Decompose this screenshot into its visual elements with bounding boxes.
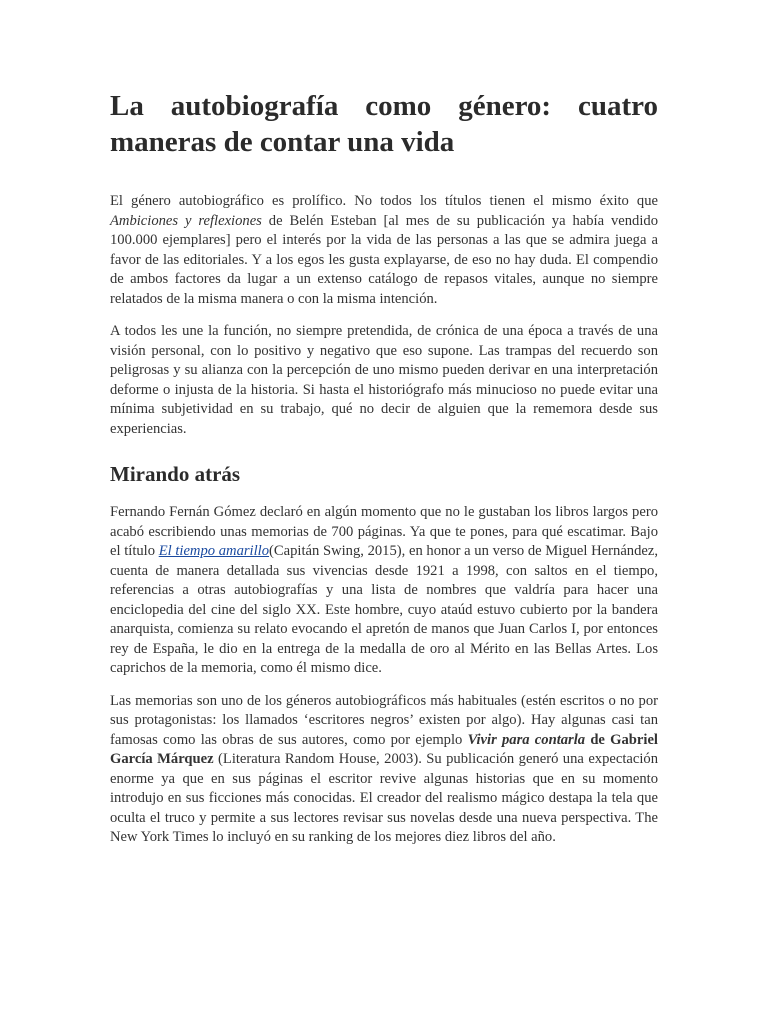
article-title: La autobiografía como género: cuatro maneras de contar una vida — [110, 90, 658, 158]
book-title-ambiciones: Ambiciones y reflexiones — [110, 212, 262, 229]
paragraph-4-connector: de — [585, 731, 611, 748]
section-heading: Mirando atrás — [110, 462, 241, 486]
article — [110, 88, 658, 861]
paragraph-1-text-b: de Belén Esteban [al mes de su publicación ya había vendido 100.000 ejemplares] pero el interés por la vida de las personas a las que se admira juega a favor de las editoriales. Y a los egos les gusta explayarse, de eso no hay duda. El compendio de ambos factores da lugar a un extenso catálogo de repasos vitales, aunque no siempre relatados de la misma manera o con la misma intención. — [110, 212, 658, 307]
paragraph-1 — [110, 192, 658, 309]
author-name: Gabriel García Márquez — [110, 731, 658, 767]
paragraph-3-text-b: (Capitán Swing, 2015), en honor a un verso de Miguel Hernández, cuenta de manera detallada sus vivencias desde 1921 a 1998, con saltos en el tiempo, referencias a otras autobiografías y una lista de nombres que valdría para hacer una enciclopedia del cine del siglo XX. Este hombre, cuyo ataúd estuvo cubierto por la bandera anarquista, comienza su relato evocando el apretón de manos que Juan Carlos I, por entonces rey de España, le dio en la entrega de la medalla de oro al Mérito en las Bellas Artes. Los caprichos de la memoria, como él mismo dice. — [110, 543, 658, 676]
paragraph-4 — [110, 692, 658, 848]
paragraph-4-text-a: Las memorias son uno de los géneros autobiográficos más habituales (estén escritos o no por sus protagonistas: los llamados ‘escritores negros’ existen por algo). Hay algunas casi tan famosas como las obras de sus autores, como por ejemplo — [110, 692, 658, 748]
paragraph-3 — [110, 503, 658, 679]
paragraph-2: A todos les une la función, no siempre pretendida, de crónica de una época a través de una visión personal, con lo positivo y negativo que eso supone. Las trampas del recuerdo son peligrosas y su alianza con la percepción de uno mismo pueden derivar en una interpretación deforme o injusta de la historia. Si hasta el historiógrafo más minucioso no puede evitar una mínima subjetividad en su trabajo, qué no decir de alguien que la rememora desde sus experiencias. — [110, 323, 658, 437]
book-title-vivir-para-contarla: Vivir para contarla — [467, 731, 586, 748]
paragraph-1-text-a: El género autobiográfico es prolífico. No todos los títulos tienen el mismo éxito que — [110, 193, 658, 209]
paragraph-3-text-a: Fernando Fernán Gómez declaró en algún momento que no le gustaban los libros largos pero acabó escribiendo unas memorias de 700 páginas. Ya que te pones, para qué escatimar. Bajo el título — [110, 504, 658, 559]
paragraph-4-text-b: (Literatura Random House, 2003). Su publicación generó una expectación enorme ya que en sus páginas el escritor revive algunas historias que en su momento introdujo en sus ficciones más conocidas. El creador del realismo mágico destapa la tela que oculta el truco y permite a sus lectores revisar sus novelas desde una nueva perspectiva. The New York Times lo incluyó en su ranking de los mejores diez libros del año. — [110, 751, 659, 845]
link-el-tiempo-amarillo[interactable]: El tiempo amarillo — [158, 543, 270, 559]
